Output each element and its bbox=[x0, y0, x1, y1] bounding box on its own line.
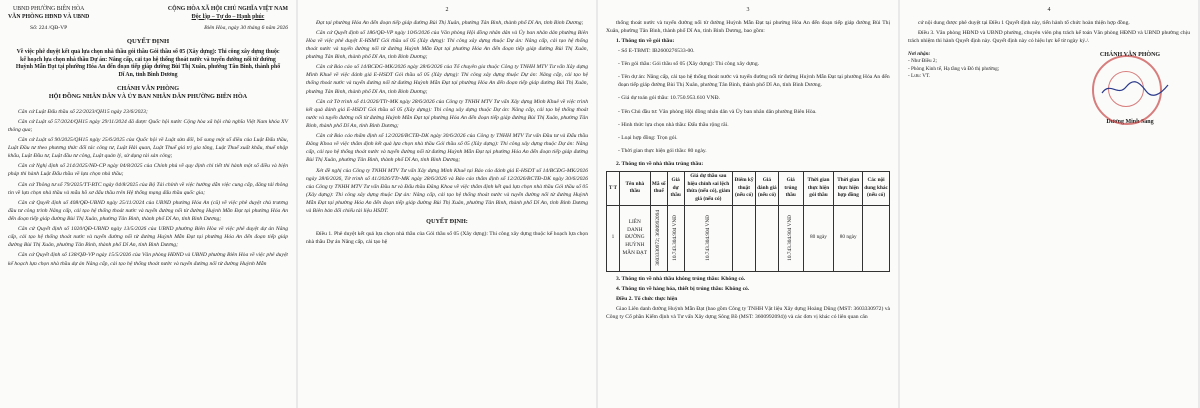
signature-block bbox=[908, 51, 1190, 126]
list-item: - Hình thức lựa chọn nhà thầu: Đấu thầu rộng rãi. bbox=[618, 121, 729, 128]
legal-basis-paragraph: Căn cứ Luật số 90/2025/QH15 ngày 25/6/2025 của Quốc hội về Luật sửa đổi, bổ sung một số điều của Luật Đấu thầu, Luật Đầu tư theo phương thức đối tác công tư, Luật Hải quan, Luật Thuế giá trị gia tăng, Luật Thuế xuất khẩu, thuế nhập khẩu, Luật Đầu tư, Luật đầu tư công, Luật quản lý, sử dụng tài sản công; bbox=[8, 137, 288, 160]
legal-basis-paragraph: Căn cứ Luật Đấu thầu số 22/2023/QH15 ngày 23/6/2023; bbox=[18, 108, 148, 115]
document-page-1 bbox=[0, 0, 296, 408]
column-header: Điểm kỹ thuật (nếu có) bbox=[733, 172, 756, 206]
table-cell: 80 ngày bbox=[803, 205, 834, 271]
table-cell: LIÊN DANH ĐƯỜNG HUỲNH MẪN ĐẠT bbox=[619, 205, 650, 271]
article-2-continued: cứ nội dung được phê duyệt tại Điều 1 Quyết định này, tiến hành tổ chức hoàn thiện hợp đồng. bbox=[918, 19, 1130, 26]
article-2-title: Điều 2. Tổ chức thực hiện bbox=[616, 296, 678, 303]
article-1: Điều 1. Phê duyệt kết quả lựa chọn nhà thầu của Gói thầu số 05 (Xây dựng): Thi công xây dựng thuộc kế hoạch lựa chọn nhà thầu Dự án Nâng cấp, cải tạo hệ bbox=[306, 231, 588, 246]
column-header: Giá đánh giá (nếu có) bbox=[755, 172, 778, 206]
table-cell bbox=[863, 205, 890, 271]
signer-role: CHÁNH VĂN PHÒNG bbox=[1099, 52, 1161, 59]
nation-line-1: CỘNG HÒA XÃ HỘI CHỦ NGHĨA VIỆT NAM bbox=[167, 6, 288, 12]
table-cell bbox=[650, 205, 667, 271]
list-item: - Số E-TBMT: IB2600276533-00. bbox=[618, 48, 695, 55]
legal-basis-paragraph: Căn cứ Quyết định số 408/QĐ-UBND ngày 25/11/2024 của UBND phường Hóa An (cũ) về việc phê duyệt chủ trương đầu tư công trình Nâng cấp, cải tạo hệ thống thoát nước và tuyến đường nối từ đường Huỳnh Mẫn Đạt tại phường Hóa An đến đoạn tiếp giáp đường Bùi Thị Xuân, phường Tân Bình, thành phố Dĩ An, tỉnh Bình Dương; bbox=[8, 199, 288, 222]
column-header: Giá dự thầu bbox=[667, 172, 684, 206]
column-header: Thời gian thực hiện gói thầu bbox=[803, 172, 834, 206]
bid-price: 10.743.304.904 VNĐ bbox=[671, 215, 678, 262]
list-item: - Tên Chủ đầu tư: Văn phòng Hội đồng nhân dân và Ủy ban nhân dân phường Biên Hòa. bbox=[618, 108, 817, 115]
page-number: 3 bbox=[746, 7, 750, 13]
nation-line-2: Độc lập – Tự do – Hạnh phúc bbox=[191, 13, 265, 20]
authority-line-1: CHÁNH VĂN PHÒNG bbox=[116, 84, 180, 92]
table-cell bbox=[667, 205, 684, 271]
org-line-1: UBND PHƯỜNG BIÊN HÒA bbox=[13, 6, 85, 12]
winning-contractor-title: 2. Thông tin về nhà thầu trúng thầu: bbox=[616, 161, 704, 167]
document-subject: Về việc phê duyệt kết quả lựa chọn nhà thầu gói thầu Gói thầu số 05 (Xây dựng): Thi công xây dựng thuộc kế hoạch lựa chọn nhà thầu Dự án: Nâng cấp, cải tạo hệ thống thoát nước và tuyến đường nối từ đường Huỳnh Mẫn Đạt tại phường Hóa An đến đoạn tiếp giáp đường Bùi Thị Xuân, phường Tân Bình, thành phố Dĩ An, tỉnh Bình Dương bbox=[15, 48, 281, 79]
table-cell bbox=[733, 205, 756, 271]
legal-basis-paragraph: Căn cứ Quyết định số 138/QĐ-VP ngày 15/5/2026 của Văn phòng HĐND và UBND phường Biên Hòa về việc phê duyệt kế hoạch lựa chọn nhà thầu dự án Nâng cấp, cải tạo hệ thống thoát nước và tuyến đường nối từ đường Huỳnh Mẫn bbox=[8, 252, 288, 267]
table-header-row bbox=[607, 172, 890, 206]
adjusted-price: 10.743.304.904 VNĐ bbox=[704, 215, 711, 262]
package-info-list bbox=[606, 47, 890, 155]
column-header: Mã số thuế bbox=[650, 172, 667, 206]
award-table bbox=[606, 171, 890, 272]
column-header: Các nội dung khác (nếu có) bbox=[863, 172, 890, 206]
list-item: - Tên dự án: Nâng cấp, cải tạo hệ thống thoát nước và tuyến đường nối từ đường Huỳnh Mẫn Đạt tại phường Hóa An đến đoạn tiếp giáp đường Bùi Thị Xuân, phường Tân Bình, thành phố Dĩ An, tỉnh Bình Dương. bbox=[618, 74, 890, 89]
list-item: - Loại hợp đồng: Trọn gói. bbox=[618, 134, 678, 141]
table-cell bbox=[778, 205, 803, 271]
recipient-item: - Phòng Kinh tế, Hạ tầng và Đô thị phường; bbox=[908, 65, 1000, 72]
page-number: 4 bbox=[1047, 7, 1051, 13]
list-item: - Giá dự toán gói thầu: 10.750.953.610 VNĐ. bbox=[618, 95, 720, 102]
column-header: Giá dự thầu sau hiệu chỉnh sai lệch thừa (nếu có), giảm giá (nếu có) bbox=[684, 172, 732, 206]
legal-basis-paragraph: Căn cứ Nghị định số 214/2025/NĐ-CP ngày 04/8/2025 của Chính phủ về quy định chi tiết thi hành một số điều và biện pháp thi hành Luật Đấu thầu về lựa chọn nhà thầu; bbox=[8, 163, 288, 178]
place-date: Biên Hòa, ngày 30 tháng 6 năm 2026 bbox=[204, 25, 288, 32]
document-header bbox=[8, 6, 288, 21]
column-header: Tên nhà thầu bbox=[619, 172, 650, 206]
table-row bbox=[607, 205, 890, 271]
handwritten-signature bbox=[1100, 79, 1170, 99]
issuing-authority bbox=[8, 85, 288, 102]
list-item: - Thời gian thực hiện gói thầu: 80 ngày. bbox=[618, 147, 707, 154]
legal-basis-paragraph: Căn cứ Báo cáo thẩm định số 12/2026/BCTĐ-DK ngày 30/6/2026 của Công ty TNHH MTV Tư vấn Đầu tư và Đấu thầu Đăng Khoa về việc thẩm định kết quả lựa chọn nhà thầu Gói thầu số 05 (Xây dựng): Thi công xây dựng thuộc Dự án: Nâng cấp, cải tạo hệ thống thoát nước và tuyến đường nối từ đường Huỳnh Mẫn Đạt tại phường Hóa An đến đoạn tiếp giáp đường Bùi Thị Xuân, phường Tân Bình, thành phố Dĩ An, tỉnh Bình Dương; bbox=[306, 133, 588, 164]
org-line-2: VĂN PHÒNG HĐND VÀ UBND bbox=[8, 13, 90, 20]
decision-heading: QUYẾT ĐỊNH: bbox=[426, 218, 468, 226]
list-item: - Tên gói thầu: Gói thầu số 05 (Xây dựng): Thi công xây dựng. bbox=[618, 61, 760, 68]
legal-basis bbox=[8, 108, 288, 268]
signer bbox=[1070, 51, 1190, 126]
table-cell bbox=[684, 205, 732, 271]
document-page-2 bbox=[298, 0, 596, 408]
legal-basis-paragraph: Căn cứ Báo cáo số 14/BCĐG-MK/2026 ngày 28/6/2026 của Tổ chuyên gia thuộc Công ty TNHH MTV Tư vấn Xây dựng Minh Khuê về việc đánh giá E-HSDT Gói thầu số 05 (Xây dựng): Thi công xây dựng thuộc Dự án: Nâng cấp, cải tạo hệ thống thoát nước và tuyến đường nối từ đường Huỳnh Mẫn Đạt tại phường Hóa An đến đoạn tiếp giáp đường Bùi Thị Xuân, phường Tân Bình, thành phố Dĩ An, tỉnh Bình Dương; bbox=[306, 64, 588, 95]
authority-line-2: HỘI ĐỒNG NHÂN DÂN VÀ ỦY BAN NHÂN DÂN PHƯỜNG BIÊN HÒA bbox=[48, 93, 248, 101]
legal-basis-paragraph: Căn cứ Quyết định số 186/QĐ-VP ngày 10/6/2026 của Văn phòng Hội đồng nhân dân và Ủy ban nhân dân phường Biên Hòa về việc phê duyệt E-HSMT Gói thầu số 05 (Xây dựng): Thi công xây dựng thuộc Dự án: Nâng cấp, cải tạo hệ thống thoát nước và tuyến đường nối từ đường Huỳnh Mẫn Đạt tại phường Hóa An đến đoạn tiếp giáp đường Bùi Thị Xuân, phường Tân Bình, thành phố Dĩ An, tỉnh Bình Dương; bbox=[306, 29, 588, 61]
page-number: 2 bbox=[445, 7, 449, 13]
document-page-4 bbox=[900, 0, 1198, 408]
recipients bbox=[908, 51, 999, 126]
document-title: QUYẾT ĐỊNH bbox=[126, 38, 170, 46]
award-price: 10.743.304.904 VNĐ bbox=[786, 215, 793, 262]
article-3: Điều 3. Văn phòng HĐND và UBND phường, chuyên viên phụ trách kế toán Văn phòng HĐND và UBND phường chịu trách nhiệm thi hành Quyết định này. Quyết định này có hiệu lực kể từ ngày ký./. bbox=[908, 29, 1190, 44]
tax-code: 3603330972; 3600992094 bbox=[654, 210, 661, 267]
article-2-text: Giao Liên danh đường Huỳnh Mẫn Đạt (bao gồm Công ty TNHH Vật liệu Xây dựng Hoàng Dũng (MST: 3603330972) và Công ty Cổ phần Kiểm định và Tư vấn Xây dựng Sông Bồ (MST: 3600992094)) và các đơn vị khác có liên quan căn bbox=[606, 306, 890, 321]
signer-name: Dương Minh Sang bbox=[1106, 118, 1154, 125]
recipients-title: Nơi nhận: bbox=[908, 51, 931, 58]
package-info-title: 1. Thông tin về gói thầu: bbox=[616, 37, 675, 44]
column-header: Giá trúng thầu bbox=[778, 172, 803, 206]
document-number: Số: 224 /QĐ-VP bbox=[30, 25, 68, 32]
column-header: Thời gian thực hiện hợp đồng bbox=[834, 172, 863, 206]
document-page-3 bbox=[598, 0, 898, 408]
table-cell: 80 ngày bbox=[834, 205, 863, 271]
national-heading bbox=[168, 6, 288, 21]
recipient-item: - Lưu: VT. bbox=[908, 72, 931, 79]
table-cell bbox=[755, 205, 778, 271]
legal-basis-paragraph: Căn cứ Quyết định số 1020/QĐ-UBND ngày 13/5/2026 của UBND phường Biên Hòa về việc phê duyệt dự án Nâng cấp, cải tạo hệ thống thoát nước và tuyến đường nối từ đường Huỳnh Mẫn Đạt tại phường Hóa An đến đoạn tiếp giáp đường Bùi Thị Xuân, phường Tân Bình, thành phố Dĩ An, tỉnh Bình Dương; bbox=[8, 226, 288, 249]
legal-basis-paragraph: Đạt tại phường Hóa An đến đoạn tiếp giáp đường Bùi Thị Xuân, phường Tân Bình, thành phố Dĩ An, tỉnh Bình Dương; bbox=[316, 19, 584, 26]
legal-basis-paragraph: Căn cứ Luật số 57/2024/QH15 ngày 29/11/2024 đã được Quốc hội nước Cộng hòa xã hội chủ nghĩa Việt Nam khóa XV thông qua; bbox=[8, 118, 288, 133]
legal-basis-paragraph: Căn cứ Thông tư số 79/2025/TT-BTC ngày 04/8/2025 của Bộ Tài chính về việc hướng dẫn việc cung cấp, đăng tải thông tin về lựa chọn nhà thầu và mẫu hồ sơ đấu thầu trên Hệ thống mạng đấu thầu quốc gia; bbox=[8, 181, 288, 196]
recommendation-paragraph: Xét đề nghị của Công ty TNHH MTV Tư vấn Xây dựng Minh Khuê tại Báo cáo đánh giá E-HSDT số 14/BCĐG-MK/2026 ngày 28/6/2026, Tờ trình số 41/2026/TTr-MK ngày 28/6/2026 và Báo cáo thẩm định số 12/2026/BCTĐ-DK ngày 30/6/2026 của Công ty TNHH MTV Tư vấn Đầu tư và Đấu thầu Đăng Khoa về việc thẩm định kết quả lựa chọn nhà thầu Gói thầu số 05 (Xây dựng): Thi công xây dựng thuộc Dự án: Nâng cấp, cải tạo hệ thống thoát nước và tuyến đường nối từ đường Huỳnh Mẫn Đạt tại phường Hóa An đến đoạn tiếp giáp đường Bùi Thị Xuân, phường Tân Bình, thành phố Dĩ An, tỉnh Bình Dương và Biên bản đối chiếu tài liệu HSDT. bbox=[306, 167, 588, 215]
issuing-organization bbox=[8, 6, 89, 21]
goods-info: 4. Thông tin về hàng hóa, thiết bị trúng thầu: Không có. bbox=[616, 285, 750, 292]
legal-basis-paragraph: Căn cứ Tờ trình số 41/2026/TTr-MK ngày 28/6/2026 của Công ty TNHH MTV Tư vấn Xây dựng Minh Khuê về việc trình kết quả đánh giá E-HSDT Gói thầu số 05 (Xây dựng): Thi công xây dựng thuộc Dự án: Nâng cấp, cải tạo hệ thống thoát nước và tuyến đường nối từ đường Huỳnh Mẫn Đạt tại phường Hóa An đến đoạn tiếp giáp đường Bùi Thị Xuân, phường Tân Bình, thành phố Dĩ An, tỉnh Bình Dương; bbox=[306, 98, 588, 129]
article-1-continued: thống thoát nước và tuyến đường nối từ đường Huỳnh Mẫn Đạt tại phường Hóa An đến đoạn tiếp giáp đường Bùi Thị Xuân, phường Tân Bình, thành phố Dĩ An, tỉnh Bình Dương, bao gồm: bbox=[606, 19, 890, 34]
document-meta bbox=[8, 24, 288, 32]
losing-contractor-info: 3. Thông tin về nhà thầu không trúng thầu: Không có. bbox=[616, 275, 746, 282]
table-cell: 1 bbox=[607, 205, 620, 271]
column-header: T T bbox=[607, 172, 620, 206]
recipient-item: - Như Điều 2; bbox=[908, 58, 937, 65]
